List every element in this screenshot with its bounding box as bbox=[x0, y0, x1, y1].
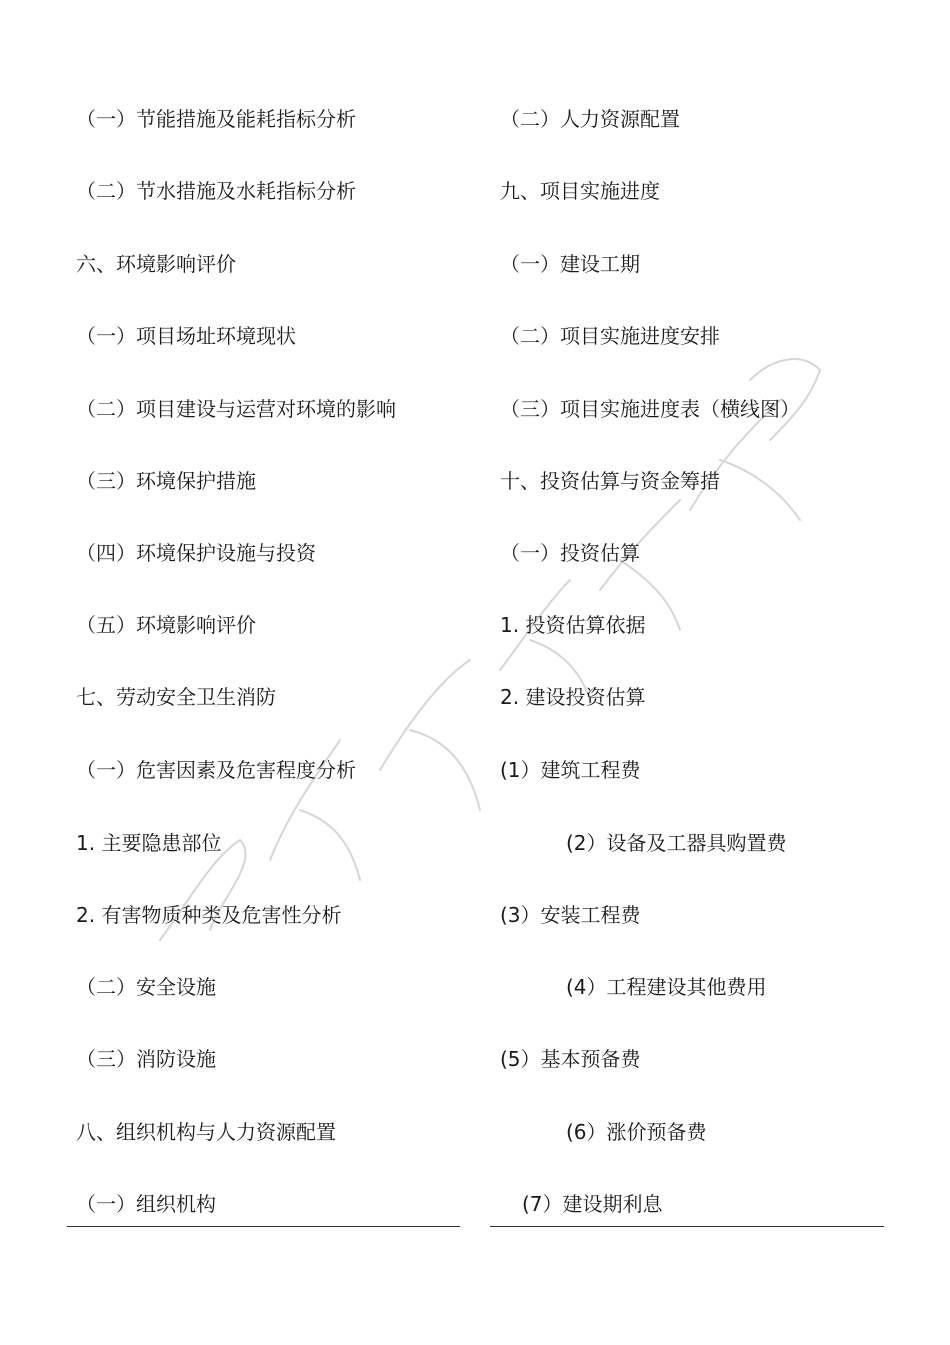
toc-entry: （二）人力资源配置 bbox=[500, 107, 680, 131]
toc-entry: （三）环境保护措施 bbox=[76, 469, 256, 493]
toc-entry: （一）投资估算 bbox=[500, 541, 640, 565]
toc-entry: （三）项目实施进度表（横线图） bbox=[500, 397, 800, 421]
toc-entry: （一）节能措施及能耗指标分析 bbox=[76, 107, 356, 131]
toc-entry: (2）设备及工器具购置费 bbox=[566, 831, 787, 855]
toc-entry: （二）安全设施 bbox=[76, 975, 216, 999]
left-footer-rule bbox=[67, 1226, 460, 1227]
toc-entry: (7）建设期利息 bbox=[522, 1192, 663, 1216]
toc-entry: （二）项目建设与运营对环境的影响 bbox=[76, 397, 396, 421]
toc-entry: （一）项目场址环境现状 bbox=[76, 324, 296, 348]
toc-entry: （三）消防设施 bbox=[76, 1047, 216, 1071]
right-column bbox=[475, 0, 875, 1345]
toc-entry: (1）建筑工程费 bbox=[500, 758, 641, 782]
toc-entry: 六、环境影响评价 bbox=[76, 252, 236, 276]
toc-entry: 2. 有害物质种类及危害性分析 bbox=[76, 903, 342, 927]
toc-entry: （五）环境影响评价 bbox=[76, 613, 256, 637]
toc-entry: (5）基本预备费 bbox=[500, 1047, 641, 1071]
toc-entry: 2. 建设投资估算 bbox=[500, 685, 646, 709]
left-column bbox=[0, 0, 400, 1345]
toc-entry: （二）节水措施及水耗指标分析 bbox=[76, 179, 356, 203]
toc-entry: 十、投资估算与资金筹措 bbox=[500, 469, 720, 493]
toc-entry: 1. 投资估算依据 bbox=[500, 613, 646, 637]
right-footer-rule bbox=[490, 1226, 884, 1227]
toc-entry: (4）工程建设其他费用 bbox=[566, 975, 767, 999]
toc-entry: 八、组织机构与人力资源配置 bbox=[76, 1120, 336, 1144]
toc-entry: (6）涨价预备费 bbox=[566, 1120, 707, 1144]
toc-entry: （二）项目实施进度安排 bbox=[500, 324, 720, 348]
toc-entry: （一）建设工期 bbox=[500, 252, 640, 276]
toc-entry: （一）组织机构 bbox=[76, 1192, 216, 1216]
toc-entry: 九、项目实施进度 bbox=[500, 179, 660, 203]
toc-entry: （一）危害因素及危害程度分析 bbox=[76, 758, 356, 782]
toc-entry: 七、劳动安全卫生消防 bbox=[76, 685, 276, 709]
toc-entry: 1. 主要隐患部位 bbox=[76, 831, 222, 855]
toc-entry: (3）安装工程费 bbox=[500, 903, 641, 927]
toc-entry: （四）环境保护设施与投资 bbox=[76, 541, 316, 565]
